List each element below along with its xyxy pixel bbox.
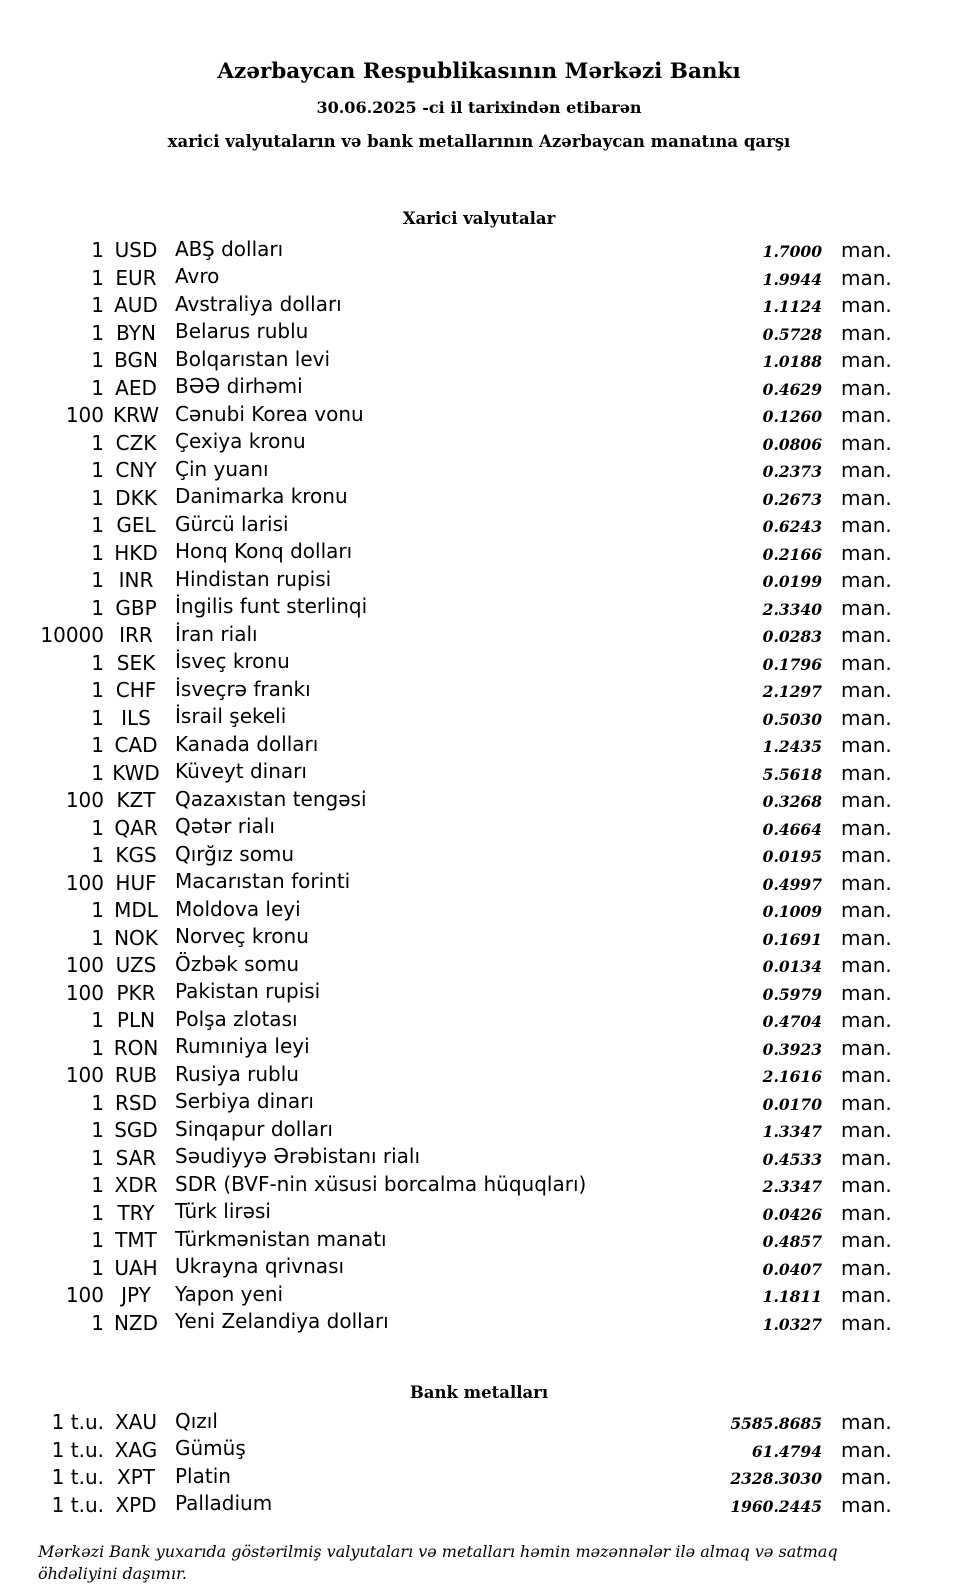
- currency-name: Səudiyyə Ərəbistanı rialı: [175, 1144, 421, 1168]
- currency-code: SEK: [116, 650, 156, 675]
- manat-unit-label: man.: [841, 458, 892, 482]
- rate-row: [0, 815, 958, 843]
- currency-code: XPD: [115, 1492, 157, 1517]
- manat-unit-label: man.: [841, 623, 892, 647]
- manat-unit-label: man.: [841, 870, 892, 895]
- quantity: 1 t.u.: [51, 1492, 104, 1517]
- currency-name: Serbiya dinarı: [175, 1089, 314, 1113]
- currency-name: ABŞ dolları: [175, 236, 284, 261]
- rate-row: [0, 1464, 958, 1492]
- manat-unit-label: man.: [841, 375, 892, 400]
- manat-unit-label: man.: [841, 1492, 892, 1517]
- manat-unit-label: man.: [841, 705, 892, 730]
- quantity: 1: [91, 815, 104, 840]
- currency-code: BYN: [116, 320, 156, 345]
- exchange-rate-value: 5585.8685: [730, 1414, 822, 1433]
- currency-code: RUB: [114, 1063, 158, 1087]
- manat-unit-label: man.: [841, 1465, 892, 1489]
- manat-unit-label: man.: [841, 293, 892, 317]
- currency-name: Qazaxıstan tengəsi: [175, 786, 367, 811]
- exchange-rate-value: 0.0283: [762, 627, 822, 646]
- quantity: 1: [91, 705, 104, 730]
- bank-name-title: Azərbaycan Respublikasının Mərkəzi Bankı: [217, 59, 741, 84]
- quantity: 1 t.u.: [51, 1437, 104, 1462]
- quantity: 1: [91, 430, 104, 455]
- currency-name: Norveç kronu: [175, 924, 309, 948]
- metals-table: [0, 1409, 958, 1519]
- quantity: 100: [65, 953, 104, 977]
- manat-unit-label: man.: [841, 403, 892, 427]
- manat-unit-label: man.: [841, 1035, 892, 1060]
- rate-row: [0, 925, 958, 953]
- manat-unit-label: man.: [841, 815, 892, 840]
- rate-row: [0, 457, 958, 485]
- manat-unit-label: man.: [841, 1255, 892, 1280]
- exchange-rate-value: 1.0327: [762, 1314, 822, 1334]
- currency-name: Qətər rialı: [175, 814, 275, 838]
- rate-row: [0, 292, 958, 320]
- currency-name: İngilis funt sterlinqi: [175, 594, 368, 618]
- currency-name: Yapon yeni: [175, 1281, 284, 1306]
- currency-name: Rusiya rublu: [175, 1061, 299, 1086]
- currency-code: UAH: [114, 1255, 158, 1280]
- exchange-rate-value: 0.1796: [762, 654, 822, 674]
- currency-name: Bolqarıstan levi: [175, 346, 331, 371]
- quantity: 1: [91, 678, 104, 702]
- exchange-rate-value: 0.6243: [762, 517, 822, 536]
- currency-code: NZD: [113, 1310, 159, 1335]
- currency-name: SDR (BVF-nin xüsusi borcalma hüquqları): [175, 1171, 587, 1196]
- rate-row: [0, 567, 958, 595]
- currency-code: GEL: [116, 513, 156, 537]
- currency-name: İran rialı: [175, 621, 258, 646]
- currency-code: MDL: [114, 898, 158, 922]
- currency-name: Ukrayna qrivnası: [175, 1254, 345, 1278]
- quantity: 1: [91, 898, 104, 922]
- currency-name: Cənubi Korea vonu: [175, 401, 364, 426]
- exchange-rate-value: 2.1616: [762, 1067, 822, 1086]
- rate-row: [0, 1282, 958, 1310]
- currency-name: Özbək somu: [175, 951, 299, 976]
- currency-code: NOK: [114, 925, 158, 950]
- manat-unit-label: man.: [841, 925, 892, 950]
- currency-name: İsrail şekeli: [175, 704, 287, 728]
- currency-code: KWD: [112, 760, 160, 785]
- rate-row: [0, 1492, 958, 1520]
- currency-code: DKK: [115, 485, 157, 510]
- manat-unit-label: man.: [841, 1008, 892, 1032]
- rate-row: [0, 1255, 958, 1283]
- currencies-section-title: Xarici valyutalar: [402, 209, 556, 228]
- quantity: 10000: [40, 623, 104, 647]
- exchange-rate-value: 0.4664: [762, 819, 822, 839]
- quantity: 1: [91, 1145, 104, 1170]
- rate-row: [0, 375, 958, 403]
- currency-name: Pakistan rupisi: [175, 979, 321, 1003]
- exchange-rate-value: 0.0407: [762, 1259, 822, 1279]
- exchange-rate-value: 0.4997: [762, 874, 822, 894]
- manat-unit-label: man.: [841, 1410, 892, 1434]
- rate-row: [0, 237, 958, 265]
- document-subtitle: xarici valyutaların və bank metallarının Azərbaycan manatına qarşı: [167, 132, 791, 151]
- exchange-rate-value: 61.4794: [751, 1441, 822, 1461]
- currency-code: KRW: [113, 403, 159, 427]
- currency-code: UZS: [115, 953, 157, 977]
- currency-code: XDR: [114, 1173, 158, 1197]
- quantity: 1: [91, 375, 104, 400]
- manat-unit-label: man.: [841, 485, 892, 510]
- currency-name: Hindistan rupisi: [175, 566, 332, 591]
- quantity: 1: [91, 238, 104, 262]
- currency-name: Çin yuanı: [175, 456, 269, 481]
- manat-unit-label: man.: [841, 1310, 892, 1335]
- currency-code: EUR: [115, 265, 157, 290]
- exchange-rate-value: 0.5728: [762, 324, 822, 344]
- exchange-rate-value: 1.1124: [762, 297, 822, 316]
- quantity: 1: [91, 1310, 104, 1335]
- rate-row: [0, 485, 958, 513]
- manat-unit-label: man.: [841, 513, 892, 537]
- exchange-rate-value: 1.3347: [762, 1122, 822, 1141]
- manat-unit-label: man.: [841, 320, 892, 345]
- rate-row: [0, 1090, 958, 1118]
- rate-row: [0, 1409, 958, 1437]
- rate-row: [0, 705, 958, 733]
- exchange-rate-value: 5.5618: [762, 764, 822, 784]
- quantity: 100: [65, 1063, 104, 1087]
- manat-unit-label: man.: [841, 898, 892, 922]
- currency-name: Belarus rublu: [175, 319, 309, 343]
- rate-row: [0, 512, 958, 540]
- rate-row: [0, 1035, 958, 1063]
- rate-row: [0, 870, 958, 898]
- manat-unit-label: man.: [841, 980, 892, 1005]
- rate-row: [0, 1437, 958, 1465]
- exchange-rate-value: 0.0806: [762, 434, 822, 454]
- manat-unit-label: man.: [841, 430, 892, 455]
- currency-name: Kanada dolları: [175, 731, 319, 756]
- manat-unit-label: man.: [841, 1063, 892, 1087]
- rate-row: [0, 1062, 958, 1090]
- quantity: 1: [91, 513, 104, 537]
- currency-name: BƏƏ dirhəmi: [175, 374, 303, 398]
- metals-section-title: Bank metalları: [409, 1383, 549, 1402]
- effective-date-line: 30.06.2025 -ci il tarixindən etibarən: [316, 98, 642, 117]
- currency-name: Avstraliya dolları: [175, 291, 342, 316]
- exchange-rate-value: 0.3923: [762, 1039, 822, 1059]
- rate-row: [0, 402, 958, 430]
- manat-unit-label: man.: [841, 540, 892, 565]
- currency-name: Macarıstan forinti: [175, 869, 351, 893]
- rate-row: [0, 622, 958, 650]
- currency-code: XAG: [114, 1437, 158, 1462]
- quantity: 1: [91, 843, 104, 867]
- currency-name: Avro: [175, 264, 220, 288]
- rate-row: [0, 1227, 958, 1255]
- currency-code: AED: [115, 375, 157, 400]
- currency-code: SAR: [115, 1145, 157, 1170]
- currency-code: HKD: [114, 540, 158, 565]
- currency-code: JPY: [121, 1283, 151, 1307]
- currency-name: Platin: [175, 1463, 231, 1488]
- manat-unit-label: man.: [841, 953, 892, 977]
- exchange-rate-value: 0.0134: [762, 957, 822, 976]
- quantity: 1: [91, 485, 104, 510]
- manat-unit-label: man.: [841, 1200, 892, 1225]
- quantity: 100: [65, 788, 104, 812]
- quantity: 1: [91, 925, 104, 950]
- quantity: 1: [91, 1200, 104, 1225]
- quantity: 1: [91, 760, 104, 785]
- quantity: 1: [91, 348, 104, 372]
- currency-code: CHF: [115, 678, 157, 702]
- exchange-rate-value: 1960.2445: [730, 1496, 822, 1516]
- currency-code: ILS: [121, 705, 151, 730]
- currency-code: TMT: [115, 1228, 157, 1252]
- currency-name: Sinqapur dolları: [175, 1116, 333, 1141]
- rate-row: [0, 430, 958, 458]
- manat-unit-label: man.: [841, 1437, 892, 1462]
- currency-code: KZT: [116, 788, 156, 812]
- quantity: 1: [91, 1228, 104, 1252]
- document-header: [0, 0, 958, 153]
- manat-unit-label: man.: [841, 1118, 892, 1142]
- exchange-rate-value: 0.0199: [762, 572, 822, 591]
- rate-row: [0, 1007, 958, 1035]
- exchange-rate-value: 0.4533: [762, 1149, 822, 1169]
- exchange-rate-value: 1.7000: [762, 242, 822, 261]
- rate-row: [0, 787, 958, 815]
- rate-row: [0, 842, 958, 870]
- exchange-rate-value: 0.2673: [762, 489, 822, 509]
- quantity: 100: [65, 403, 104, 427]
- quantity: 100: [65, 870, 104, 895]
- currency-code: XPT: [117, 1465, 155, 1489]
- quantity: 1: [91, 1173, 104, 1197]
- quantity: 1: [91, 1118, 104, 1142]
- manat-unit-label: man.: [841, 238, 892, 262]
- quantity: 100: [65, 980, 104, 1005]
- manat-unit-label: man.: [841, 843, 892, 867]
- currency-code: CNY: [115, 458, 157, 482]
- manat-unit-label: man.: [841, 348, 892, 372]
- manat-unit-label: man.: [841, 265, 892, 290]
- exchange-rate-value: 0.3268: [762, 792, 822, 811]
- rate-row: [0, 677, 958, 705]
- quantity: 1: [91, 1255, 104, 1280]
- quantity: 1: [91, 293, 104, 317]
- exchange-rate-value: 2.3340: [762, 599, 822, 619]
- currency-code: PKR: [116, 980, 156, 1005]
- quantity: 100: [65, 1283, 104, 1307]
- currency-name: Honq Konq dolları: [175, 539, 353, 563]
- exchange-rate-value: 0.4857: [762, 1232, 822, 1251]
- exchange-rate-value: 0.5979: [762, 984, 822, 1004]
- manat-unit-label: man.: [841, 1090, 892, 1115]
- quantity: 1: [91, 1008, 104, 1032]
- rate-row: [0, 1145, 958, 1173]
- exchange-rate-value: 0.0195: [762, 847, 822, 866]
- exchange-rate-value: 0.5030: [762, 709, 822, 729]
- rate-row: [0, 897, 958, 925]
- currency-code: RON: [113, 1035, 159, 1060]
- exchange-rate-value: 2.3347: [762, 1177, 822, 1196]
- quantity: 1 t.u.: [51, 1465, 104, 1489]
- currency-code: TRY: [117, 1200, 155, 1225]
- currency-code: IRR: [119, 623, 153, 647]
- rate-row: [0, 1117, 958, 1145]
- exchange-rate-value: 1.2435: [762, 737, 822, 756]
- currency-name: Gürcü larisi: [175, 511, 289, 536]
- rate-row: [0, 320, 958, 348]
- currency-code: HUF: [115, 870, 157, 895]
- rate-row: [0, 265, 958, 293]
- manat-unit-label: man.: [841, 595, 892, 620]
- currency-code: PLN: [116, 1008, 156, 1032]
- rate-row: [0, 980, 958, 1008]
- currency-name: Moldova leyi: [175, 896, 301, 921]
- manat-unit-label: man.: [841, 1283, 892, 1307]
- currency-code: RSD: [115, 1090, 157, 1115]
- currency-code: CAD: [114, 733, 158, 757]
- rate-row: [0, 595, 958, 623]
- exchange-rate-value: 1.1811: [762, 1287, 822, 1306]
- rate-row: [0, 1200, 958, 1228]
- currency-name: Çexiya kronu: [175, 429, 306, 453]
- rate-row: [0, 760, 958, 788]
- disclaimer-note: Mərkəzi Bank yuxarıda göstərilmiş valyutaları və metalları həmin məzənnələr ilə almaq və satmaq öhdəliyini daşımır.: [38, 1542, 838, 1583]
- manat-unit-label: man.: [841, 568, 892, 592]
- currency-name: Palladium: [175, 1491, 273, 1515]
- currency-name: İsveç kronu: [175, 649, 290, 673]
- rate-row: [0, 650, 958, 678]
- quantity: 1: [91, 595, 104, 620]
- exchange-rate-value: 1.0188: [762, 352, 822, 371]
- rate-row: [0, 347, 958, 375]
- exchange-rate-value: 0.2373: [762, 462, 822, 481]
- currency-code: GBP: [115, 595, 157, 620]
- exchange-rate-value: 0.2166: [762, 544, 822, 564]
- quantity: 1: [91, 1035, 104, 1060]
- exchange-rate-value: 0.0426: [762, 1204, 822, 1224]
- currency-name: Küveyt dinarı: [175, 759, 307, 783]
- manat-unit-label: man.: [841, 1228, 892, 1252]
- currency-table: [0, 237, 958, 1337]
- exchange-rate-value: 0.4704: [762, 1012, 822, 1031]
- rate-row: [0, 540, 958, 568]
- currency-name: İsveçrə frankı: [175, 676, 311, 701]
- exchange-rate-value: 0.0170: [762, 1094, 822, 1114]
- exchange-rate-value: 0.1691: [762, 929, 822, 949]
- manat-unit-label: man.: [841, 650, 892, 675]
- currency-code: QAR: [114, 815, 158, 840]
- exchange-rate-value: 2328.3030: [730, 1469, 822, 1488]
- currency-name: Qızıl: [175, 1408, 218, 1433]
- currency-code: KGS: [115, 843, 157, 867]
- currency-name: Polşa zlotası: [175, 1006, 298, 1031]
- exchange-rate-value: 0.1009: [762, 902, 822, 921]
- quantity: 1: [91, 650, 104, 675]
- quantity: 1: [91, 458, 104, 482]
- quantity: 1: [91, 568, 104, 592]
- quantity: 1: [91, 1090, 104, 1115]
- currency-code: CZK: [115, 430, 157, 455]
- currency-code: INR: [118, 568, 154, 592]
- manat-unit-label: man.: [841, 1173, 892, 1197]
- quantity: 1: [91, 320, 104, 345]
- exchange-rate-value: 1.9944: [762, 269, 822, 289]
- currency-name: Gümüş: [175, 1436, 246, 1460]
- currency-name: Danimarka kronu: [175, 484, 348, 508]
- exchange-rate-value: 0.4629: [762, 379, 822, 399]
- manat-unit-label: man.: [841, 733, 892, 757]
- currency-name: Rumıniya leyi: [175, 1034, 310, 1058]
- currency-name: Qırğız somu: [175, 841, 295, 866]
- currency-code: XAU: [114, 1410, 158, 1434]
- currency-name: Türkmənistan manatı: [175, 1226, 387, 1251]
- quantity: 1 t.u.: [51, 1410, 104, 1434]
- currency-code: AUD: [114, 293, 158, 317]
- manat-unit-label: man.: [841, 678, 892, 702]
- currency-code: BGN: [114, 348, 158, 372]
- exchange-rate-value: 2.1297: [762, 682, 822, 701]
- rate-row: [0, 952, 958, 980]
- rate-row: [0, 1172, 958, 1200]
- quantity: 1: [91, 733, 104, 757]
- quantity: 1: [91, 540, 104, 565]
- manat-unit-label: man.: [841, 760, 892, 785]
- manat-unit-label: man.: [841, 788, 892, 812]
- currency-name: Yeni Zelandiya dolları: [175, 1309, 389, 1333]
- quantity: 1: [91, 265, 104, 290]
- exchange-rate-value: 0.1260: [762, 407, 822, 426]
- currency-code: USD: [114, 238, 158, 262]
- manat-unit-label: man.: [841, 1145, 892, 1170]
- rate-row: [0, 732, 958, 760]
- currency-name: Türk lirəsi: [175, 1199, 271, 1223]
- rate-row: [0, 1310, 958, 1338]
- currency-code: SGD: [114, 1118, 158, 1142]
